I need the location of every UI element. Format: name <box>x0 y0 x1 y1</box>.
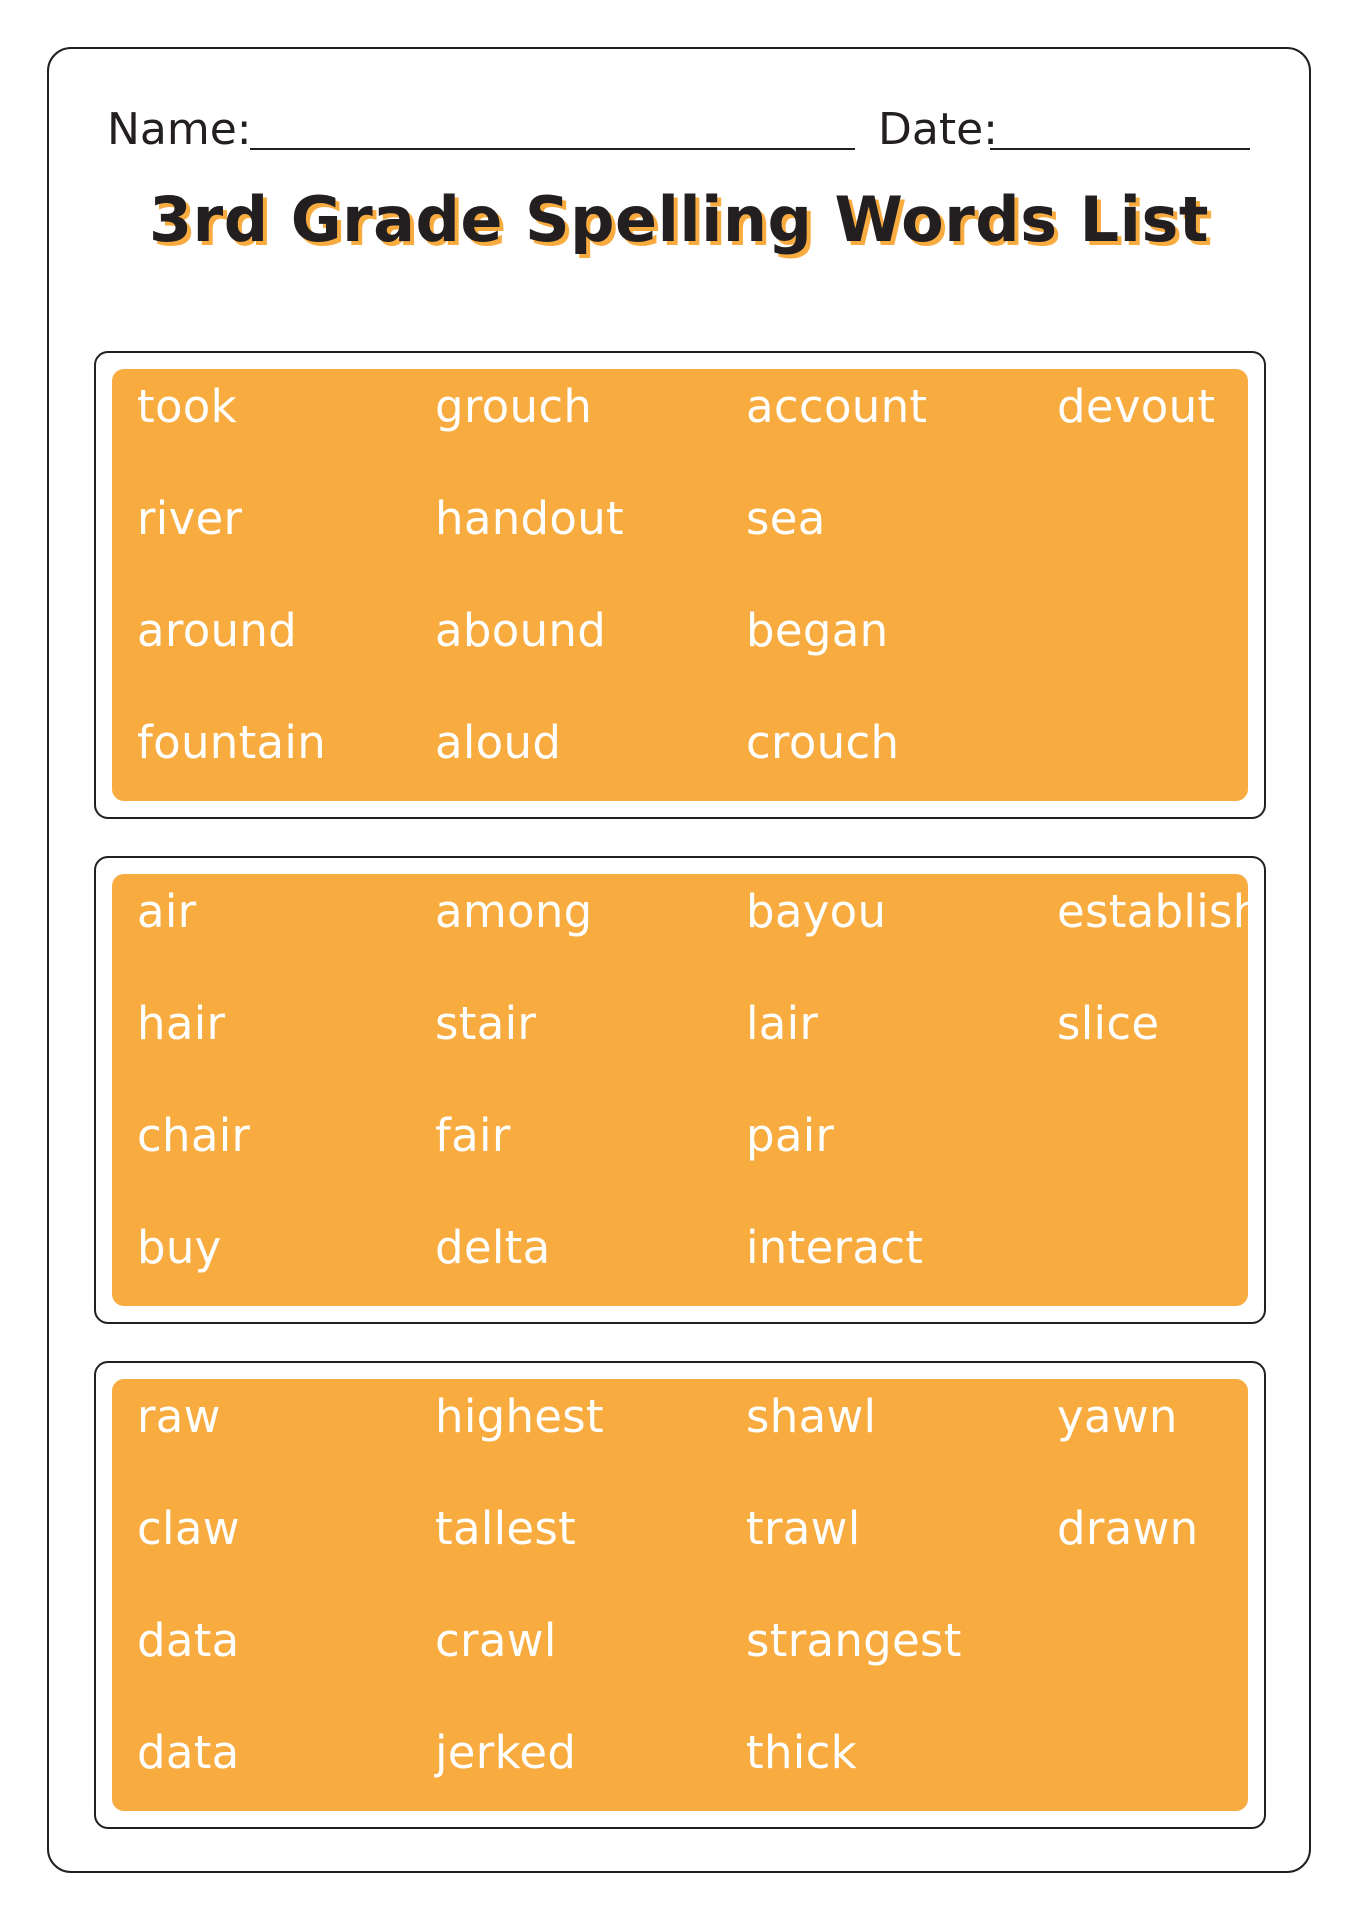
header-row <box>0 105 1358 165</box>
word-panel <box>112 874 1262 1306</box>
name-field[interactable] <box>250 148 855 150</box>
spelling-word: lair <box>746 997 819 1050</box>
spelling-word: stair <box>435 997 537 1050</box>
spelling-word: bayou <box>746 885 887 938</box>
word-group-3 <box>94 1361 1266 1829</box>
spelling-word: drawn <box>1057 1502 1199 1555</box>
spelling-word: fair <box>435 1109 511 1162</box>
spelling-word: sea <box>746 492 826 545</box>
spelling-word: claw <box>137 1502 240 1555</box>
spelling-word: abound <box>435 604 607 657</box>
spelling-word: crawl <box>435 1614 557 1667</box>
spelling-word: grouch <box>435 380 593 433</box>
spelling-word: trawl <box>746 1502 861 1555</box>
spelling-word: among <box>435 885 593 938</box>
spelling-word: shawl <box>746 1390 877 1443</box>
page-title: 3rd Grade Spelling Words List <box>149 183 1209 256</box>
spelling-word: chair <box>137 1109 251 1162</box>
spelling-word: handout <box>435 492 624 545</box>
spelling-word: establish <box>1057 885 1262 938</box>
spelling-word: delta <box>435 1221 551 1274</box>
date-label: Date: <box>878 104 998 155</box>
word-panel <box>112 369 1248 801</box>
spelling-word: began <box>746 604 889 657</box>
spelling-word: data <box>137 1614 240 1667</box>
word-panel <box>112 1379 1248 1811</box>
spelling-word: fountain <box>137 716 327 769</box>
spelling-word: account <box>746 380 928 433</box>
name-label: Name: <box>107 104 252 155</box>
word-group-1 <box>94 351 1266 819</box>
spelling-word: raw <box>137 1390 221 1443</box>
spelling-word: data <box>137 1726 240 1779</box>
spelling-word: tallest <box>435 1502 577 1555</box>
spelling-word: yawn <box>1057 1390 1178 1443</box>
spelling-word: river <box>137 492 243 545</box>
spelling-word: air <box>137 885 197 938</box>
word-group-2 <box>94 856 1266 1324</box>
date-field[interactable] <box>990 148 1250 150</box>
spelling-word: took <box>137 380 237 433</box>
spelling-word: jerked <box>435 1726 577 1779</box>
spelling-word: buy <box>137 1221 222 1274</box>
spelling-word: slice <box>1057 997 1160 1050</box>
spelling-word: hair <box>137 997 226 1050</box>
spelling-word: around <box>137 604 298 657</box>
spelling-word: crouch <box>746 716 900 769</box>
spelling-word: strangest <box>746 1614 962 1667</box>
spelling-word: highest <box>435 1390 604 1443</box>
spelling-word: aloud <box>435 716 562 769</box>
spelling-word: thick <box>746 1726 857 1779</box>
spelling-word: devout <box>1057 380 1216 433</box>
spelling-word: pair <box>746 1109 835 1162</box>
spelling-word: interact <box>746 1221 924 1274</box>
